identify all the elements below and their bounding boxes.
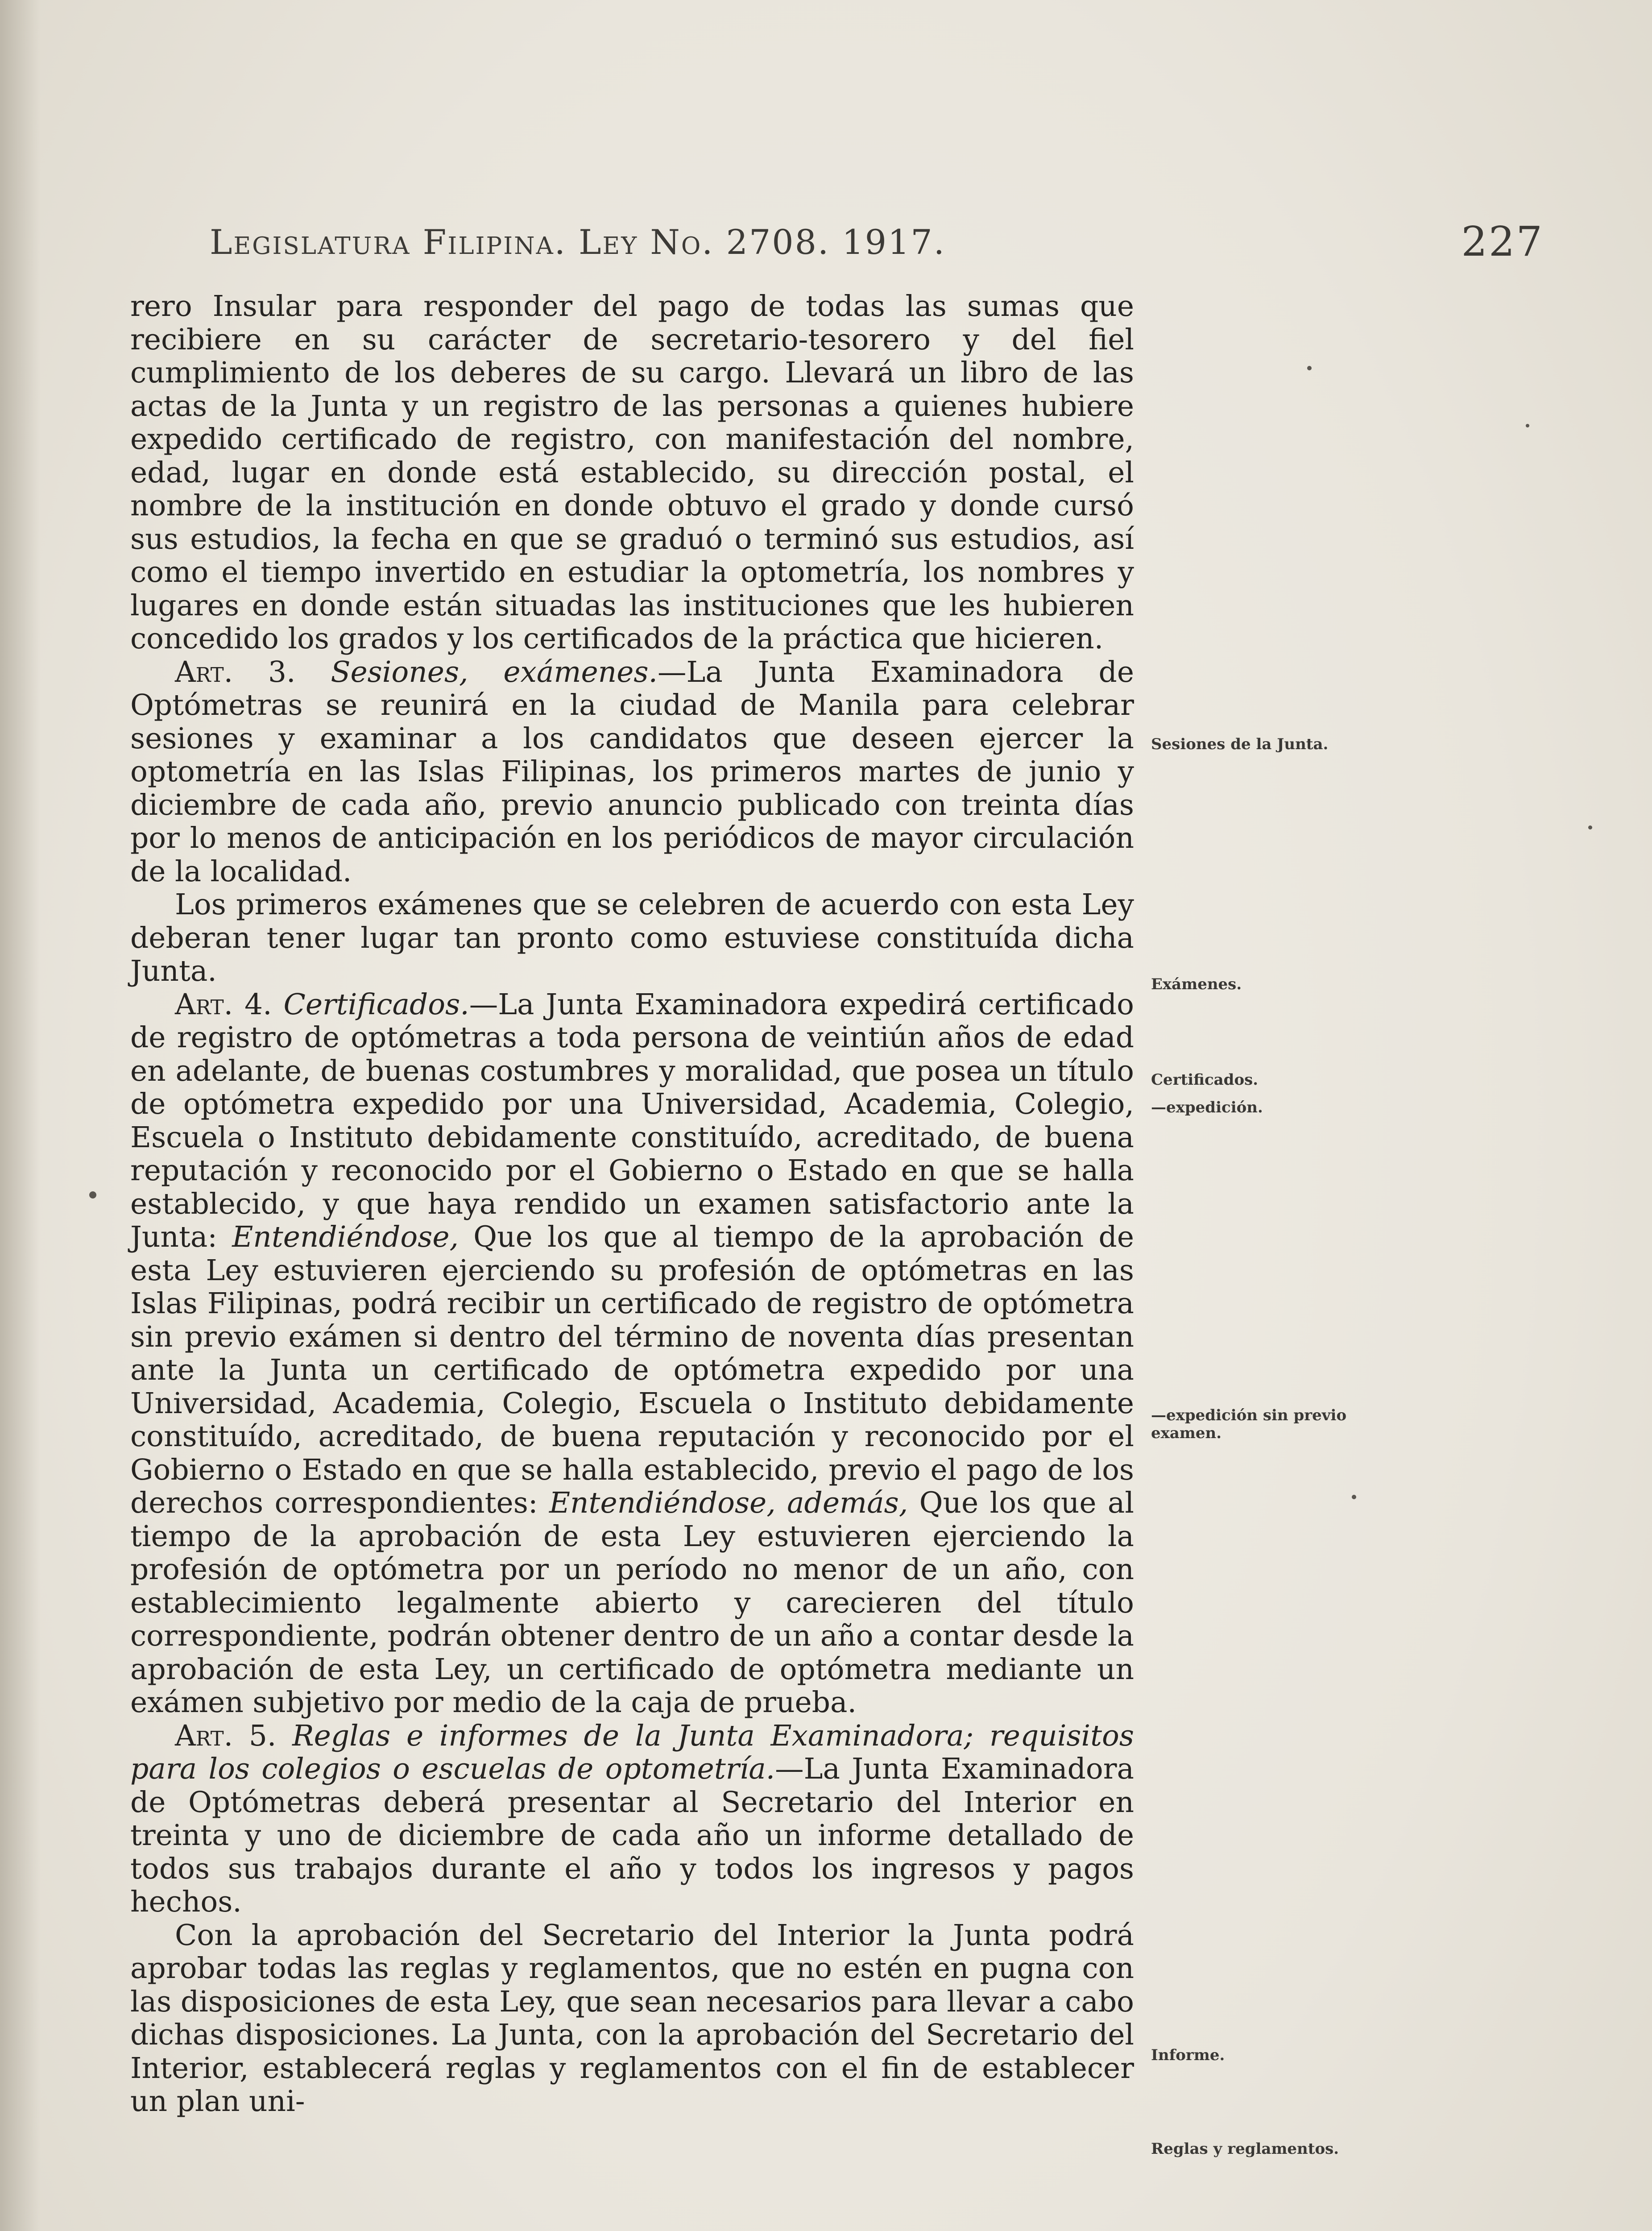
paper-speck: [1352, 1495, 1356, 1499]
paragraph-first-exams: Los primeros exámenes que se celebren de acuerdo con esta Ley deberan tener lugar tan pronto como estuviese constituída dicha Junta.: [130, 888, 1134, 988]
article-4-proviso-2: Entendiéndose, además,: [549, 1486, 908, 1520]
paragraph-continuation: rero Insular para responder del pago de todas las sumas que recibiere en su carácter de secretario-tesorero y del fiel cumplimiento de los deberes de su cargo. Llevará un libro de las actas de la Junta y un registro de las personas a quienes hubiere expedido certificado de registro, con manifestación del nombre, edad, lugar en donde está establecido, su dirección postal, el nombre de la institución en donde obtuvo el grado y donde cursó sus estudios, la fecha en que se graduó o terminó sus estudios, así como el tiempo invertido en estudiar la optometría, los nombres y lugares en donde están situadas las instituciones que les hubieren concedido los grados y los certificados de la práctica que hicieren.: [130, 290, 1134, 655]
paper-speck: [1307, 366, 1312, 370]
margin-note-certificados: Certificados.: [1151, 1071, 1259, 1089]
page-number: 227: [1461, 218, 1544, 265]
article-4-title: Certificados.: [283, 987, 469, 1021]
running-head: [210, 213, 1544, 276]
article-5-text: —La Junta Examinadora de Optómetras deberá presentar al Secretario del Interior en treinta y uno de diciembre de cada año un informe detallado de todos sus trabajos durante el año y todos los ingresos y pagos hechos.: [130, 1752, 1134, 1919]
margin-note-expedicion-sin-examen: —expedición sin previo examen.: [1151, 1406, 1347, 1442]
article-4-text-a: —La Junta Examinadora expedirá certificado de registro de optómetras a toda persona de veintiún años de edad en adelante, de buenas costumbres y moralidad, que posea un título de optómetra expedido por una Universidad, Academia, Colegio, Escuela o Instituto debidamente constituído, acreditado, de buena reputación y reconocido por el Gobierno o Estado en que se halla establecido, y que haya rendido un examen satisfactorio ante la Junta:: [130, 987, 1134, 1254]
margin-note-informe: Informe.: [1151, 2046, 1225, 2064]
article-4-proviso-1: Entendiéndose,: [232, 1220, 459, 1254]
margin-note-reglas: Reglas y reglamentos.: [1151, 2140, 1339, 2158]
article-3-title: Sesiones, exámenes.: [331, 655, 658, 689]
article-3-text: —La Junta Examinadora de Optómetras se reunirá en la ciudad de Manila para celebrar sesiones y examinar a los candidatos que deseen ejercer la optometría en las Islas Filipinas, los primeros martes de junio y diciembre de cada año, previo anuncio publicado con treinta días por lo menos de anticipación en los periódicos de mayor circulación de la localidad.: [130, 655, 1134, 888]
article-3: [130, 656, 1134, 889]
article-4: [130, 988, 1134, 1720]
running-title: Legislatura Filipina. Ley No. 2708. 1917.: [210, 222, 946, 262]
article-3-number: Art. 3.: [175, 655, 296, 689]
paper-speck: [89, 1191, 96, 1198]
margin-note-sesiones: Sesiones de la Junta.: [1151, 735, 1329, 753]
paragraph-rules: Con la aprobación del Secretario del Interior la Junta podrá aprobar todas las reglas y reglamentos, que no estén en pugna con las disposiciones de esta Ley, que sean necesarios para llevar a cabo dichas disposiciones. La Junta, con la aprobación del Secretario del Interior, establecerá reglas y reglamentos con el fin de establecer un plan uni-: [130, 1918, 1134, 2118]
paper-speck: [1588, 825, 1592, 829]
article-5: [130, 1720, 1134, 1919]
article-5-title: Reglas e informes de la Junta Examinadora; requisitos para los colegios o escuelas de optometría.: [130, 1719, 1134, 1786]
article-4-text-c: Que los que al tiempo de la aprobación de esta Ley estuvieren ejerciendo la profesión de optómetra por un período no menor de un año, con establecimiento legalmente abierto y carecieren del título correspondiente, podrán obtener dentro de un año a contar desde la aprobación de esta Ley, un certificado de optómetra mediante un exámen subjetivo por medio de la caja de prueba.: [130, 1486, 1134, 1719]
body-text: [130, 290, 1134, 2119]
gutter-shadow: [0, 0, 40, 2231]
article-4-number: Art. 4.: [175, 987, 272, 1021]
article-5-number: Art. 5.: [175, 1719, 277, 1753]
margin-note-expedicion: —expedición.: [1151, 1099, 1263, 1116]
paper-speck: [1526, 424, 1529, 427]
margin-note-examenes: Exámenes.: [1151, 975, 1242, 993]
article-4-text-b: Que los que al tiempo de la aprobación de esta Ley estuvieren ejerciendo su profesión de optómetras en las Islas Filipinas, podrá recibir un certificado de registro de optómetra sin previo exámen si dentro del término de noventa días presentan ante la Junta un certificado de optómetra expedido por una Universidad, Academia, Colegio, Escuela o Instituto debidamente constituído, acreditado, de buena reputación y reconocido por el Gobierno o Estado en que se halla establecido, previo el pago de los derechos correspondientes:: [130, 1220, 1134, 1520]
